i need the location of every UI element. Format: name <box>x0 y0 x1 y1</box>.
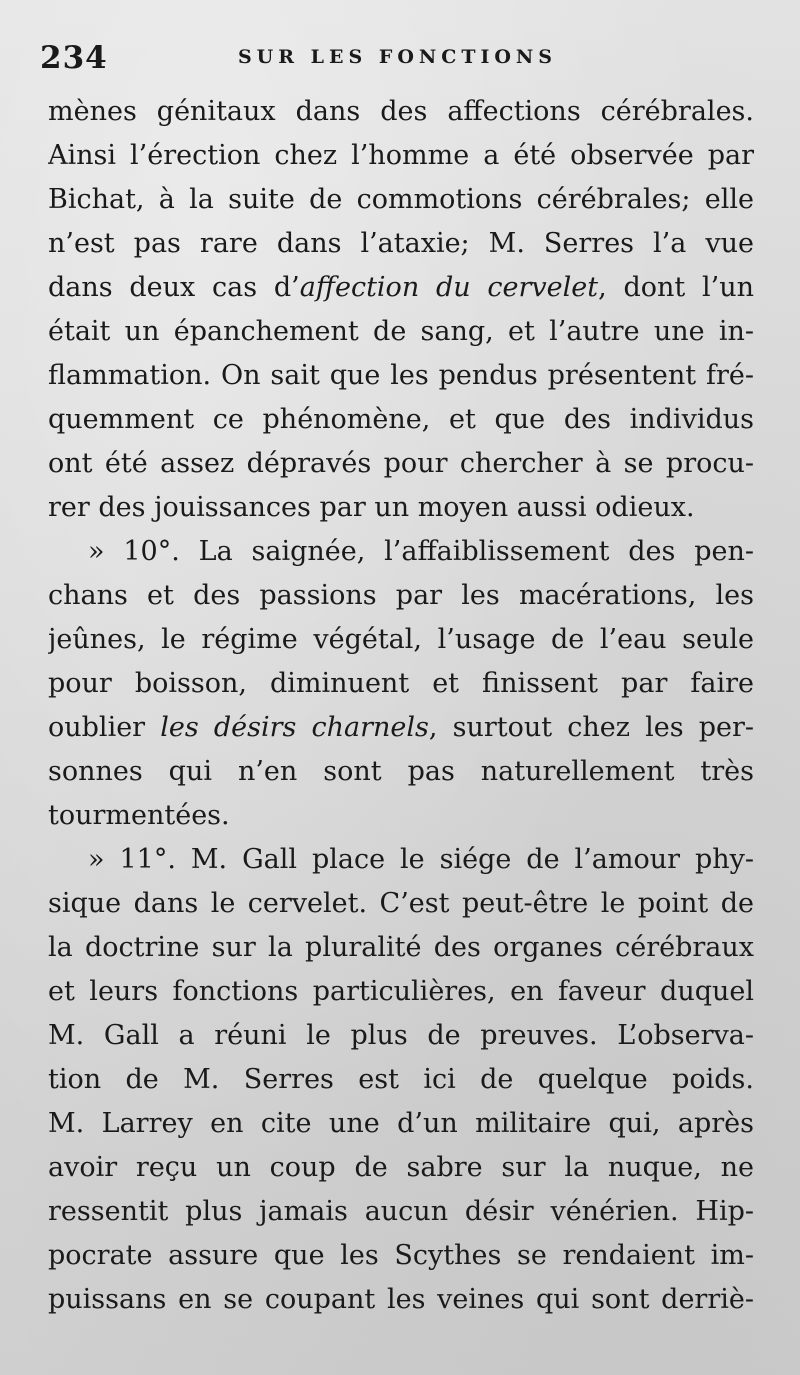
text-span: rer des jouissances par un moyen aussi odieux. <box>48 492 695 523</box>
text-line <box>48 310 754 354</box>
text-span: la doctrine sur la pluralité des organes cérébraux <box>48 932 754 963</box>
text-span: puissans en se coupant les veines qui sont derriè- <box>48 1284 754 1315</box>
running-title: SUR LES FONCTIONS <box>237 46 558 68</box>
text-line <box>48 134 754 178</box>
italic-phrase: affection du cervelet <box>299 272 599 303</box>
italic-phrase: les désirs charnels <box>160 712 429 743</box>
text-span: dans deux cas d’ <box>48 272 300 303</box>
text-line <box>48 926 754 970</box>
text-span: tion de M. Serres est ici de quelque poids. <box>48 1064 754 1095</box>
text-line <box>48 354 754 398</box>
paragraph-start-line <box>48 530 754 574</box>
text-span: n’est pas rare dans l’ataxie; M. Serres l’a vue <box>48 228 754 259</box>
text-line <box>48 970 754 1014</box>
text-line <box>48 442 754 486</box>
text-span: ressentit plus jamais aucun désir vénérien. Hip- <box>48 1196 754 1227</box>
text-line <box>48 1190 754 1234</box>
text-line <box>48 750 754 794</box>
text-span: » 11°. M. Gall place le siége de l’amour phy- <box>88 844 754 875</box>
text-span: , dont l’un <box>598 272 754 303</box>
text-line <box>48 1146 754 1190</box>
text-span: , surtout chez les per- <box>428 712 754 743</box>
text-line <box>48 882 754 926</box>
text-span: était un épanchement de sang, et l’autre une in- <box>48 316 754 347</box>
running-head <box>40 40 755 80</box>
text-span: avoir reçu un coup de sabre sur la nuque, ne <box>48 1152 754 1183</box>
text-line <box>48 794 754 838</box>
text-line <box>48 1102 754 1146</box>
body-text <box>48 90 754 1322</box>
text-span: jeûnes, le régime végétal, l’usage de l’eau seule <box>48 624 754 655</box>
text-span: sonnes qui n’en sont pas naturellement très <box>48 756 754 787</box>
text-span: Bichat, à la suite de commotions cérébrales; elle <box>48 184 754 215</box>
text-line <box>48 662 754 706</box>
text-line <box>48 486 754 530</box>
text-span: » 10°. La saignée, l’affaiblissement des pen- <box>88 536 754 567</box>
text-span: mènes génitaux dans des affections cérébrales. <box>48 96 754 127</box>
page-number: 234 <box>40 40 108 76</box>
text-line <box>48 706 754 750</box>
text-span: tourmentées. <box>48 800 230 831</box>
text-span: pocrate assure que les Scythes se rendaient im- <box>48 1240 754 1271</box>
text-span: et leurs fonctions particulières, en faveur duquel <box>48 976 754 1007</box>
text-line <box>48 618 754 662</box>
text-line <box>48 1278 754 1322</box>
text-span: pour boisson, diminuent et finissent par faire <box>48 668 754 699</box>
paragraph-start-line <box>48 838 754 882</box>
text-span: quemment ce phénomène, et que des individus <box>48 404 754 435</box>
text-line <box>48 90 754 134</box>
text-span: sique dans le cervelet. C’est peut-être le point de <box>48 888 754 919</box>
text-span: chans et des passions par les macérations, les <box>48 580 754 611</box>
text-line <box>48 266 754 310</box>
text-line <box>48 1014 754 1058</box>
text-span: M. Larrey en cite une d’un militaire qui, après <box>48 1108 754 1139</box>
text-span: flammation. On sait que les pendus présentent fré- <box>48 360 754 391</box>
text-span: ont été assez dépravés pour chercher à se procu- <box>48 448 754 479</box>
text-span: oublier <box>48 712 161 743</box>
text-span: M. Gall a réuni le plus de preuves. L’observa- <box>48 1020 754 1051</box>
text-line <box>48 222 754 266</box>
text-line <box>48 574 754 618</box>
text-span: Ainsi l’érection chez l’homme a été observée par <box>48 140 754 171</box>
text-line <box>48 1058 754 1102</box>
text-line <box>48 1234 754 1278</box>
text-line <box>48 178 754 222</box>
text-line <box>48 398 754 442</box>
